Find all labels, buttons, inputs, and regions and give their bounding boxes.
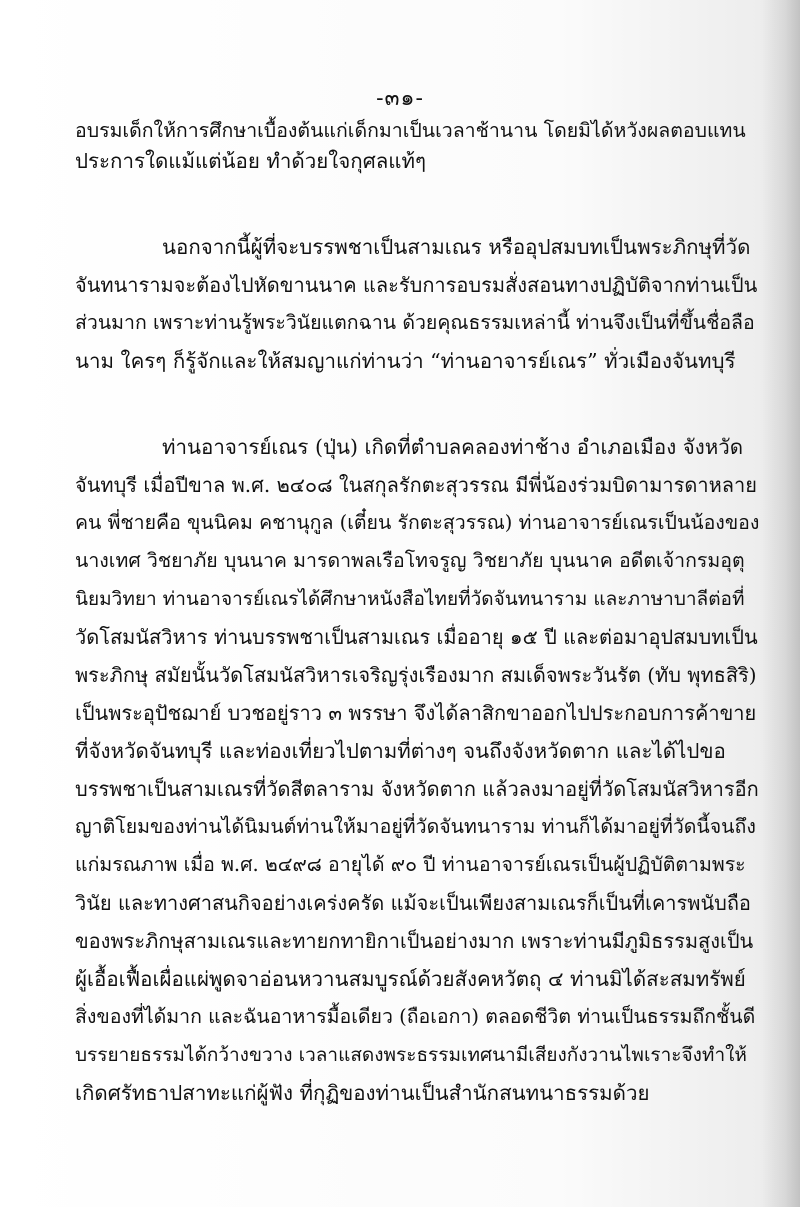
- text-line: วัดโสมนัสวิหาร ท่านบรรพชาเป็นสามเณร เมื่ออายุ ๑๕ ปี และต่อมาอุปสมบทเป็น: [75, 625, 758, 649]
- text-line: สิ่งของที่ได้มาก และฉันอาหารมื้อเดียว (ถือเอกา) ตลอดชีวิต ท่านเป็นธรรมถึกชั้นดี: [75, 1005, 756, 1028]
- text-line: ที่จังหวัดจันทบุรี และท่องเที่ยวไปตามที่ต่างๆ จนถึงจังหวัดตาก และได้ไปขอ: [75, 739, 726, 763]
- text-line: นางเทศ วิชยาภัย บุนนาค มารดาพลเรือโทจรูญ วิชยาภัย บุนนาค อดีตเจ้ากรมอุตุ: [75, 549, 745, 572]
- text-line: เกิดศรัทธาปสาทะแก่ผู้ฟัง ที่กุฏิของท่านเป็นสำนักสนทนาธรรมด้วย: [75, 1081, 650, 1105]
- text-line: แก่มรณภาพ เมื่อ พ.ศ. ๒๔๙๘ อายุได้ ๙๐ ปี ท่านอาจารย์เณรเป็นผู้ปฏิบัติตามพระ: [75, 853, 746, 876]
- page-number: -๓๑-: [376, 86, 424, 111]
- text-line: บรรพชาเป็นสามเณรที่วัดสีตลาราม จังหวัดตาก แล้วลงมาอยู่ที่วัดโสมนัสวิหารอีก: [75, 777, 759, 801]
- text-line: ผู้เอื้อเฟื้อเผื่อแผ่พูดจาอ่อนหวานสมบูรณ์ด้วยสังคหวัตถุ ๔ ท่านมิได้สะสมทรัพย์: [75, 967, 746, 991]
- text-line: จันทบุรี เมื่อปีขาล พ.ศ. ๒๔๐๘ ในสกุลรักตะสุวรรณ มีพี่น้องร่วมบิดามารดาหลาย: [75, 473, 757, 497]
- text-line: ประการใดแม้แต่น้อย ทำด้วยใจกุศลแท้ๆ: [75, 149, 427, 173]
- text-line: เป็นพระอุปัชฌาย์ บวชอยู่ราว ๓ พรรษา จึงได้ลาสิกขาออกไปประกอบการค้าขาย: [75, 701, 757, 725]
- text-line: นิยมวิทยา ท่านอาจารย์เณรได้ศึกษาหนังสือไทยที่วัดจันทนาราม และภาษาบาลีต่อที่: [75, 588, 745, 610]
- text-line: นาม ใครๆ ก็รู้จักและให้สมญาแก่ท่านว่า “ท่านอาจารย์เณร” ทั่วเมืองจันทบุรี: [75, 349, 736, 373]
- text-line: ท่านอาจารย์เณร (ปุ่น) เกิดที่ตำบลคลองท่าช้าง อำเภอเมือง จังหวัด: [162, 435, 744, 459]
- text-line: วินัย และทางศาสนกิจอย่างเคร่งครัด แม้จะเป็นเพียงสามเณรก็เป็นที่เคารพนับถือ: [75, 891, 751, 915]
- text-line: ส่วนมาก เพราะท่านรู้พระวินัยแตกฉาน ด้วยคุณธรรมเหล่านี้ ท่านจึงเป็นที่ขึ้นชื่อลือ: [75, 311, 755, 334]
- text-line: อบรมเด็กให้การศึกษาเบื้องต้นแก่เด็กมาเป็นเวลาช้านาน โดยมิได้หวังผลตอบแทน: [75, 119, 746, 142]
- text-line: จันทนารามจะต้องไปหัดขานนาค และรับการอบรมสั่งสอนทางปฏิบัติจากท่านเป็น: [75, 273, 758, 297]
- text-line: ญาติโยมของท่านได้นิมนต์ท่านให้มาอยู่ที่วัดจันทนาราม ท่านก็ได้มาอยู่ที่วัดนี้จนถึง: [75, 815, 756, 838]
- page-edge-shadow: [762, 0, 800, 1207]
- text-line: นอกจากนี้ผู้ที่จะบรรพชาเป็นสามเณร หรืออุปสมบทเป็นพระภิกษุที่วัด: [162, 235, 751, 259]
- text-line: บรรยายธรรมได้กว้างขวาง เวลาแสดงพระธรรมเทศนามีเสียงกังวานไพเราะจึงทำให้: [75, 1044, 747, 1066]
- text-line: คน พี่ชายคือ ขุนนิคม คชานุกูล (เตี๋ยน รักตะสุวรรณ) ท่านอาจารย์เณรเป็นน้องของ: [75, 511, 760, 534]
- text-line: ของพระภิกษุสามเณรและทายกทายิกาเป็นอย่างมาก เพราะท่านมีภูมิธรรมสูงเป็น: [75, 929, 754, 953]
- text-line: พระภิกษุ สมัยนั้นวัดโสมนัสวิหารเจริญรุ่งเรืองมาก สมเด็จพระวันรัต (ทับ พุทธสิริ): [75, 663, 757, 687]
